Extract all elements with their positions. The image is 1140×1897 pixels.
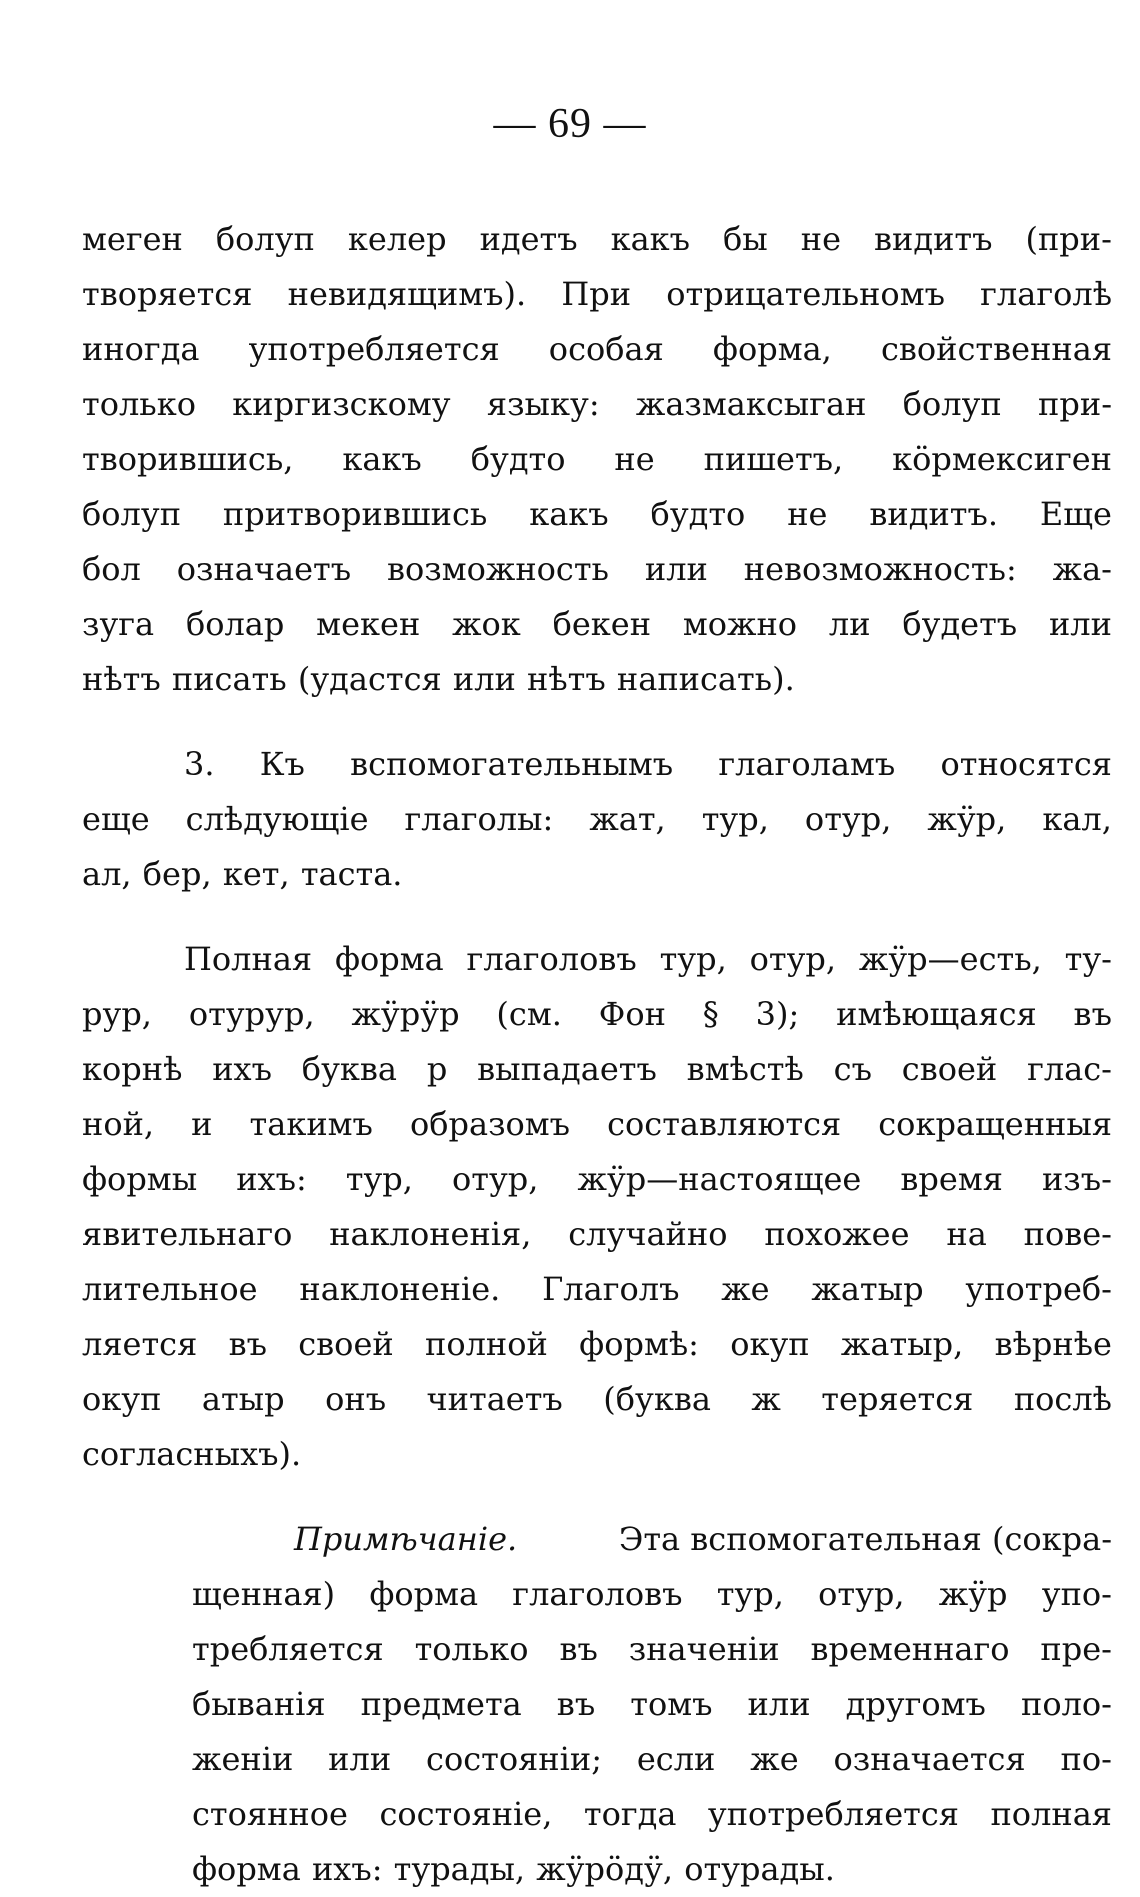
word: значеніи xyxy=(628,1630,780,1668)
word: сокращенныя xyxy=(878,1105,1112,1143)
word: употреб- xyxy=(965,1270,1112,1308)
word: или xyxy=(1048,605,1112,643)
word: съ xyxy=(833,1050,872,1088)
word: будто xyxy=(470,440,566,478)
word: тогда xyxy=(583,1795,677,1833)
word: формѣ: xyxy=(579,1325,699,1363)
text-line xyxy=(82,542,1112,597)
word: отур, xyxy=(804,800,892,838)
text-line xyxy=(82,1097,1112,1152)
word: отурады. xyxy=(684,1850,835,1888)
word: предмета xyxy=(360,1685,522,1723)
word: лительное xyxy=(82,1270,258,1308)
word: бер, xyxy=(142,855,212,893)
word: образомъ xyxy=(409,1105,571,1143)
word: наклоненія, xyxy=(329,1215,532,1253)
word: на xyxy=(946,1215,987,1253)
word: 3); xyxy=(755,995,800,1033)
word: турады, xyxy=(393,1850,526,1888)
text-line xyxy=(82,1207,1112,1262)
note-lines xyxy=(192,1567,1112,1897)
word: наклоненіе. xyxy=(299,1270,501,1308)
word: вспомогательнымъ xyxy=(350,745,674,783)
note-first-line-text: Эта вспомогательная (сокра- xyxy=(618,1520,1112,1558)
word: (см. xyxy=(496,995,562,1033)
word: писать xyxy=(171,660,287,698)
word: если xyxy=(636,1740,716,1778)
word: болуп xyxy=(215,220,315,258)
word: невидящимъ). xyxy=(287,275,527,313)
word: творяется xyxy=(82,275,253,313)
word: означаетъ xyxy=(176,550,352,588)
text-line xyxy=(82,1372,1112,1427)
word: послѣ xyxy=(1013,1380,1112,1418)
note-label: Примѣчаніе. xyxy=(294,1520,518,1558)
word: мегeн xyxy=(82,220,183,258)
word: только xyxy=(414,1630,529,1668)
word: или xyxy=(644,550,708,588)
word: читаетъ xyxy=(426,1380,563,1418)
text-line xyxy=(82,1317,1112,1372)
word: жок xyxy=(452,605,521,643)
word: отрицательномъ xyxy=(666,275,945,313)
word: время xyxy=(900,1160,1003,1198)
word: Еще xyxy=(1039,495,1112,533)
text-line xyxy=(82,1152,1112,1207)
word: буква xyxy=(301,1050,397,1088)
word: или xyxy=(328,1740,392,1778)
word: тур, xyxy=(716,1575,784,1613)
word: форма xyxy=(334,940,444,978)
word: видитъ xyxy=(874,220,993,258)
paragraph-2 xyxy=(82,737,1112,902)
note-first-line xyxy=(192,1512,1112,1567)
word: жӱрӧдӱ, xyxy=(536,1850,673,1888)
text-line xyxy=(82,1042,1112,1097)
word: формы xyxy=(82,1160,198,1198)
word: Фон xyxy=(598,995,666,1033)
word: еще xyxy=(82,800,150,838)
text-line xyxy=(82,737,1112,792)
word: 3. xyxy=(184,745,215,783)
word: глаголамъ xyxy=(718,745,896,783)
text-line xyxy=(82,377,1112,432)
word: временнаго xyxy=(810,1630,1010,1668)
word: случайно xyxy=(568,1215,728,1253)
word: притворившись xyxy=(222,495,488,533)
word: или xyxy=(452,660,516,698)
word: при- xyxy=(1038,385,1112,423)
word: быванія xyxy=(192,1685,326,1723)
word: же xyxy=(750,1740,799,1778)
word: тур, xyxy=(345,1160,413,1198)
word: вѣрнѣе xyxy=(994,1325,1112,1363)
word: нѣтъ xyxy=(527,660,606,698)
word: выпадаетъ xyxy=(477,1050,657,1088)
note-text-line xyxy=(192,1622,1112,1677)
note-text-line xyxy=(192,1677,1112,1732)
word: не xyxy=(614,440,655,478)
word: состояніе, xyxy=(379,1795,553,1833)
page-number: — 69 — xyxy=(493,101,647,147)
word: такимъ xyxy=(249,1105,373,1143)
word: своей xyxy=(298,1325,394,1363)
word: (при- xyxy=(1025,220,1112,258)
word: свойственная xyxy=(880,330,1112,368)
word: мекен xyxy=(316,605,421,643)
word: похожее xyxy=(764,1215,910,1253)
word: глаголѣ xyxy=(980,275,1112,313)
word: пре- xyxy=(1040,1630,1112,1668)
word: состояніи; xyxy=(426,1740,602,1778)
word: форма, xyxy=(712,330,832,368)
word: жат, xyxy=(589,800,666,838)
word: ной, xyxy=(82,1105,155,1143)
text-line xyxy=(82,847,1112,902)
word: Къ xyxy=(259,745,305,783)
word: не xyxy=(800,220,842,258)
word: творившись, xyxy=(82,440,294,478)
word: атыр xyxy=(201,1380,285,1418)
word: относятся xyxy=(940,745,1112,783)
word: Глаголъ xyxy=(542,1270,680,1308)
word: болар xyxy=(185,605,285,643)
word: жа- xyxy=(1052,550,1112,588)
word: имѣющаяся xyxy=(836,995,1037,1033)
word: ихъ: xyxy=(236,1160,307,1198)
text-line xyxy=(82,212,1112,267)
word: бол xyxy=(82,550,141,588)
paragraph-1 xyxy=(82,212,1112,707)
word: болуп xyxy=(82,495,182,533)
note-text-line xyxy=(192,1732,1112,1787)
word: ту- xyxy=(1064,940,1112,978)
note-text-line xyxy=(192,1567,1112,1622)
word: жӱр—настоящее xyxy=(577,1160,862,1198)
word: только xyxy=(82,385,196,423)
text-line xyxy=(82,487,1112,542)
word: изъ- xyxy=(1041,1160,1112,1198)
word: жӱр xyxy=(938,1575,1008,1613)
word: въ xyxy=(559,1630,598,1668)
word: корнѣ xyxy=(82,1050,183,1088)
word: (буква xyxy=(603,1380,711,1418)
word: употребляется xyxy=(707,1795,959,1833)
word: щенная) xyxy=(192,1575,336,1613)
word: означается xyxy=(833,1740,1026,1778)
word: особая xyxy=(548,330,664,368)
word: томъ xyxy=(630,1685,713,1723)
text-line xyxy=(82,597,1112,652)
word: глаголовъ xyxy=(466,940,637,978)
word: При xyxy=(561,275,632,313)
word: вмѣстѣ xyxy=(686,1050,804,1088)
text-line xyxy=(82,432,1112,487)
word: женіи xyxy=(192,1740,294,1778)
word: кет, xyxy=(222,855,290,893)
word: келер xyxy=(347,220,447,258)
word: глаголы: xyxy=(404,800,554,838)
word: жӱрӱр xyxy=(351,995,460,1033)
word: ал, xyxy=(82,855,132,893)
word: требляется xyxy=(192,1630,384,1668)
note-text-line xyxy=(192,1842,1112,1897)
word: болуп xyxy=(902,385,1002,423)
word: окуп xyxy=(730,1325,810,1363)
word: упо- xyxy=(1041,1575,1112,1613)
word: стоянное xyxy=(192,1795,348,1833)
word: ихъ: xyxy=(311,1850,383,1888)
word: и xyxy=(191,1105,213,1143)
word: ж xyxy=(751,1380,781,1418)
note-text-line xyxy=(192,1787,1112,1842)
word: пове- xyxy=(1023,1215,1112,1253)
word: другомъ xyxy=(845,1685,986,1723)
word: полной xyxy=(425,1325,548,1363)
word: будто xyxy=(650,495,746,533)
word: употребляется xyxy=(248,330,500,368)
word: въ xyxy=(556,1685,596,1723)
word: пишетъ, xyxy=(703,440,844,478)
word: кал, xyxy=(1042,800,1112,838)
word: § xyxy=(702,995,719,1033)
word: нѣтъ xyxy=(82,660,161,698)
text-line xyxy=(82,267,1112,322)
text-line xyxy=(82,792,1112,847)
text-line xyxy=(82,932,1112,987)
word: же xyxy=(721,1270,770,1308)
word: ихъ xyxy=(212,1050,272,1088)
word: видитъ. xyxy=(869,495,998,533)
word: идетъ xyxy=(479,220,578,258)
word: языку: xyxy=(486,385,600,423)
word: отур, xyxy=(818,1575,905,1613)
word: кӧрмексиген xyxy=(892,440,1112,478)
word: поло- xyxy=(1020,1685,1112,1723)
word: слѣдующіе xyxy=(185,800,369,838)
word: жатыр xyxy=(811,1270,924,1308)
word: не xyxy=(787,495,828,533)
word: окуп xyxy=(82,1380,162,1418)
word: какъ xyxy=(342,440,422,478)
word: въ xyxy=(228,1325,267,1363)
word: теряется xyxy=(821,1380,974,1418)
word: явительнаго xyxy=(82,1215,293,1253)
word: р xyxy=(426,1050,448,1088)
word: форма xyxy=(192,1850,301,1888)
word: тур, xyxy=(701,800,769,838)
text-line xyxy=(82,1427,1112,1482)
footnote-remark xyxy=(192,1512,1112,1897)
word: отур, xyxy=(452,1160,539,1198)
word: рур, xyxy=(82,995,152,1033)
text-line xyxy=(82,322,1112,377)
word: какъ xyxy=(610,220,691,258)
word: жӱр—есть, xyxy=(858,940,1042,978)
word: своей xyxy=(901,1050,998,1088)
word: форма xyxy=(369,1575,479,1613)
word: глаголовъ xyxy=(512,1575,683,1613)
text-line xyxy=(82,652,1112,707)
word: согласныхъ). xyxy=(82,1435,302,1473)
word: отурур, xyxy=(188,995,315,1033)
word: (удастся xyxy=(297,660,442,698)
word: бы xyxy=(723,220,768,258)
word: киргизскому xyxy=(232,385,451,423)
word: возможность xyxy=(387,550,609,588)
word: или xyxy=(747,1685,811,1723)
word: написать). xyxy=(616,660,795,698)
word: ляется xyxy=(82,1325,198,1363)
word: можно xyxy=(682,605,798,643)
word: тур, xyxy=(659,940,727,978)
word: Полная xyxy=(184,940,313,978)
word: какъ xyxy=(529,495,609,533)
word: жазмаксыган xyxy=(635,385,867,423)
text-line xyxy=(82,1262,1112,1317)
page-body xyxy=(82,212,1112,1897)
paragraph-3 xyxy=(82,932,1112,1482)
word: жатыр, xyxy=(840,1325,964,1363)
word: отур, xyxy=(749,940,837,978)
word: невозможность: xyxy=(743,550,1017,588)
word: составляются xyxy=(607,1105,842,1143)
word: жӱр, xyxy=(927,800,1007,838)
word: зуга xyxy=(82,605,155,643)
word: въ xyxy=(1073,995,1112,1033)
word: онъ xyxy=(325,1380,387,1418)
word: будетъ xyxy=(902,605,1018,643)
word: иногда xyxy=(82,330,200,368)
word: таста. xyxy=(300,855,403,893)
word: по- xyxy=(1060,1740,1112,1778)
word: бекен xyxy=(552,605,652,643)
text-line xyxy=(82,987,1112,1042)
word: глас- xyxy=(1027,1050,1112,1088)
word: полная xyxy=(990,1795,1112,1833)
word: ли xyxy=(828,605,871,643)
